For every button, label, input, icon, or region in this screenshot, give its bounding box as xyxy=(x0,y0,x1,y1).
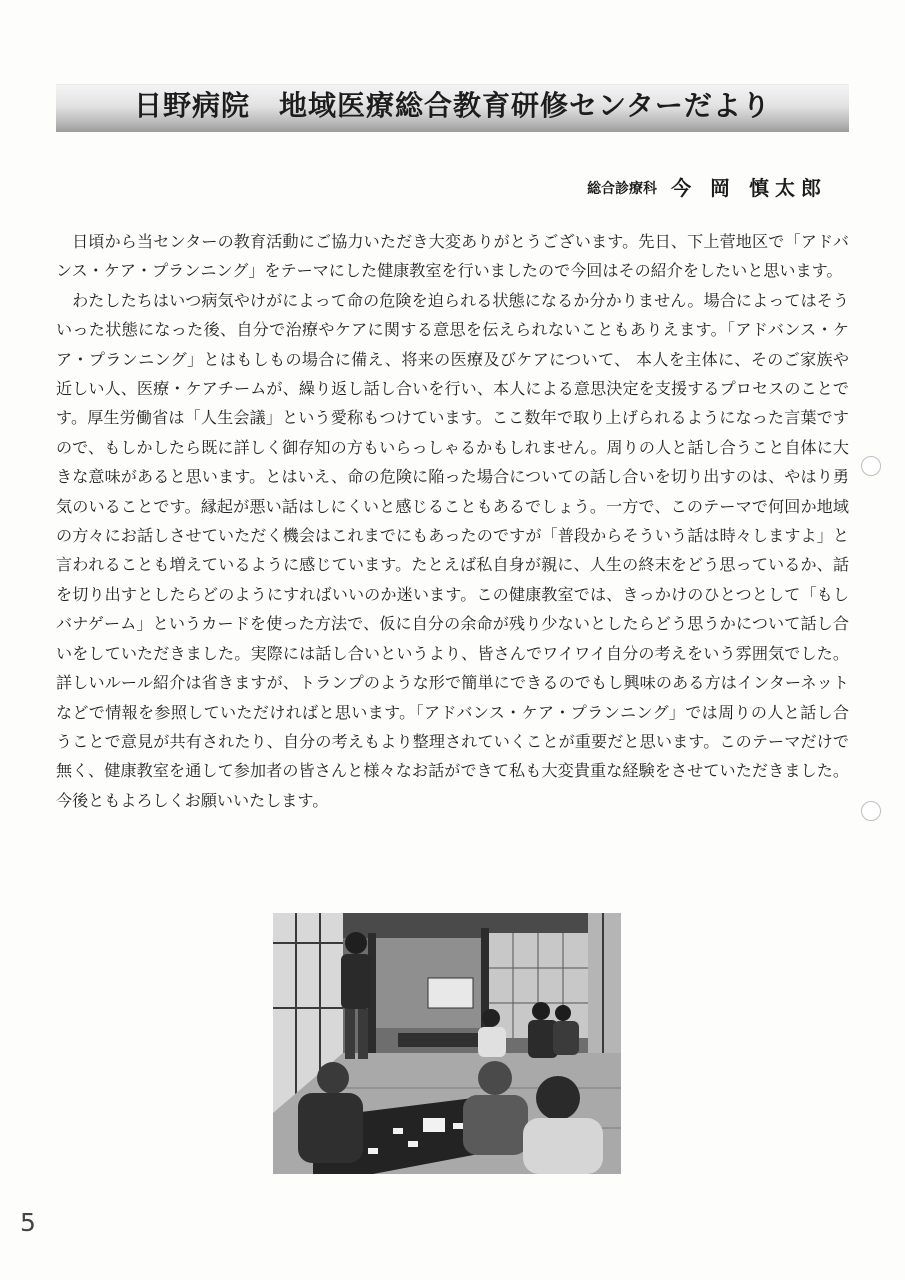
author-name: 今 岡 慎太郎 xyxy=(671,176,827,200)
article-paragraph-1: 日頃から当センターの教育活動にご協力いただき大変ありがとうございます。先日、下上菅地区で「アドバンス・ケア・プランニング」をテーマにした健康教室を行いましたので今回はその紹介をしたいと思います。 xyxy=(56,232,849,281)
punch-hole-bottom xyxy=(861,801,881,821)
event-photo xyxy=(273,913,621,1174)
page-title: 日野病院 地域医療総合教育研修センターだより xyxy=(134,89,771,122)
punch-hole-top xyxy=(861,456,881,476)
page-number: 5 xyxy=(20,1208,36,1237)
author-department: 総合診療科 xyxy=(587,181,658,197)
title-banner xyxy=(56,84,849,132)
article-paragraph-2: わたしたちはいつ病気やけがによって命の危険を迫られる状態になるか分かりません。場合によってはそういった状態になった後、自分で治療やケアに関する意思を伝えられないこともありえます。「アドバンス・ケア・プランニング」とはもしもの場合に備え、将来の医療及びケアについて、 本人を主体に、そのご家族や近しい人、医療・ケアチームが、繰り返し話し合いを行い、本人による意思決定を支援するプロセスのことです。厚生労働省は「人生会議」という愛称もつけています。ここ数年で取り上げられるようになった言葉ですので、もしかしたら既に詳しく御存知の方もいらっしゃるかもしれません。周りの人と話し合うこと自体に大きな意味があると思います。とはいえ、命の危険に陥った場合についての話し合いを切り出すのは、やはり勇気のいることです。縁起が悪い話はしにくいと感じることもあるでしょう。一方で、このテーマで何回か地域の方々にお話しさせていただく機会はこれまでにもあったのですが「普段からそういう話は時々しますよ」と言われることも増えているように感じています。たとえば私自身が親に、人生の終末をどう思っているか、話を切り出すとしたらどのようにすればいいのか迷います。この健康教室では、きっかけのひとつとして「もしバナゲーム」というカードを使った方法で、仮に自分の余命が残り少ないとしたらどう思うかについて話し合いをしていただきました。実際には話し合いというより、皆さんでワイワイ自分の考えをいう雰囲気でした。詳しいルール紹介は省きますが、トランプのような形で簡単にできるのでもし興味のある方はインターネットなどで情報を参照していただければと思います。「アドバンス・ケア・プランニング」では周りの人と話し合うことで意見が共有されたり、自分の考えもより整理されていくことが重要だと思います。このテーマだけで無く、健康教室を通して参加者の皆さんと様々なお話ができて私も大変貴重な経験をさせていただきました。今後ともよろしくお願いいたします。 xyxy=(56,290,849,810)
article-body xyxy=(56,227,849,815)
event-photo-image xyxy=(273,913,621,1174)
author-line xyxy=(587,172,827,201)
